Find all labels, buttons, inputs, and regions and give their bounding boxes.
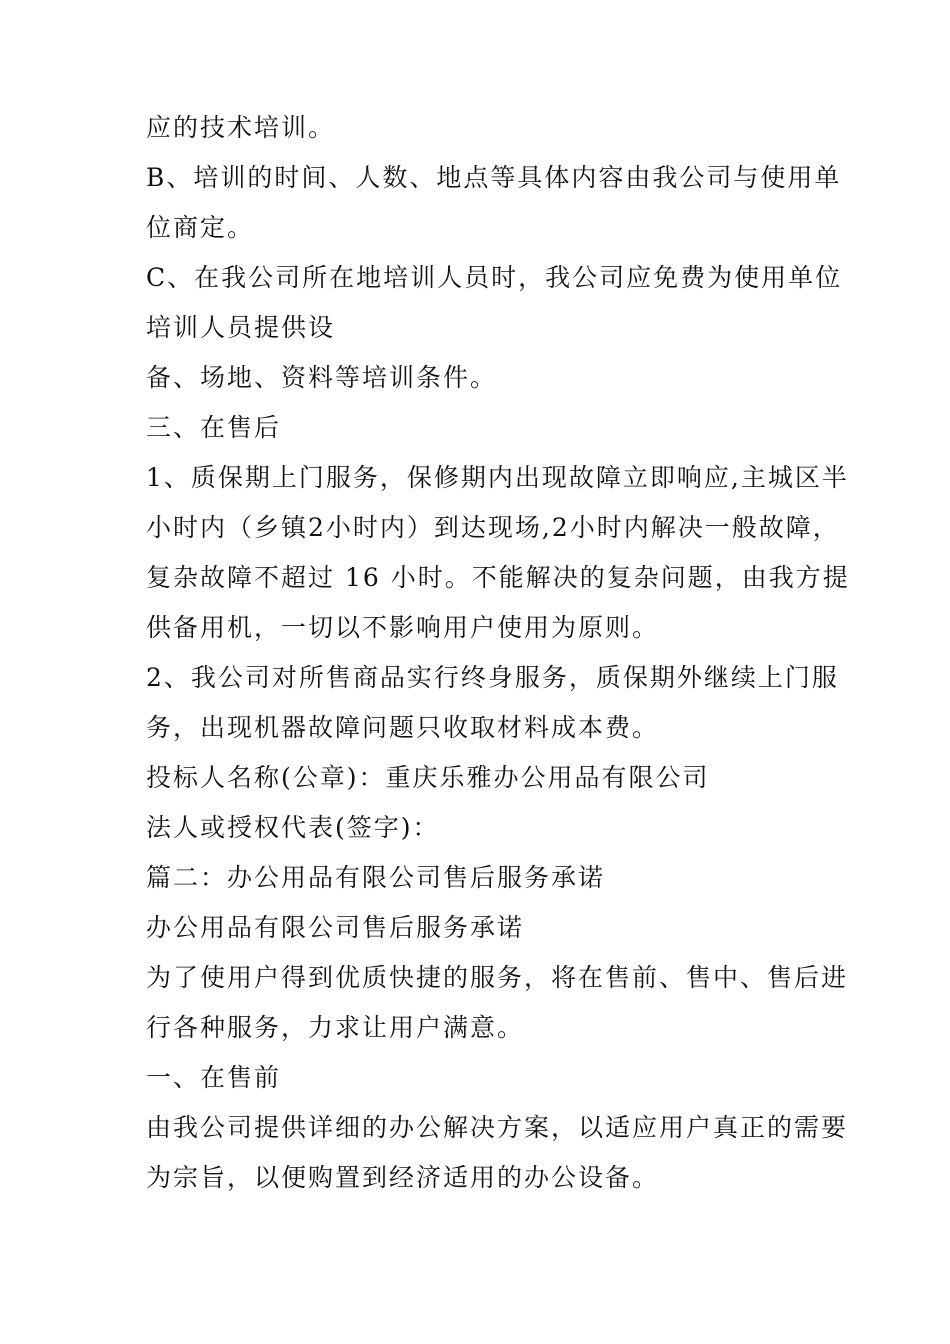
text-line: 1、质保期上门服务，保修期内出现故障立即响应,主城区半	[146, 463, 849, 492]
document-body	[146, 103, 850, 1203]
section-heading: 三、在售后	[146, 413, 282, 442]
text-line: 为了使用户得到优质快捷的服务，将在售前、售中、售后进	[146, 963, 849, 992]
chapter-heading: 篇二：办公用品有限公司售后服务承诺	[146, 863, 606, 892]
document-title: 办公用品有限公司售后服务承诺	[146, 913, 525, 942]
text-line: 行各种服务，力求让用户满意。	[146, 1013, 525, 1042]
text-line: 应的技术培训。	[146, 113, 336, 142]
text-line: 培训人员提供设	[146, 313, 336, 342]
text-line: 为宗旨，以便购置到经济适用的办公设备。	[146, 1163, 660, 1192]
text-line: 备、场地、资料等培训条件。	[146, 363, 498, 392]
text-line: 位商定。	[146, 213, 255, 242]
text-line: 务，出现机器故障问题只收取材料成本费。	[146, 713, 660, 742]
text-line: 由我公司提供详细的办公解决方案，以适应用户真正的需要	[146, 1113, 849, 1142]
text-line: 2、我公司对所售商品实行终身服务，质保期外继续上门服	[146, 663, 839, 692]
signature-line: 法人或授权代表(签字)：	[146, 813, 440, 842]
section-heading: 一、在售前	[146, 1063, 282, 1092]
text-line: 供备用机，一切以不影响用户使用为原则。	[146, 613, 660, 642]
text-line: B、培训的时间、人数、地点等具体内容由我公司与使用单	[146, 163, 842, 192]
text-line: C、在我公司所在地培训人员时，我公司应免费为使用单位	[146, 263, 843, 292]
bidder-name-line: 投标人名称(公章)：重庆乐雅办公用品有限公司	[146, 763, 710, 792]
text-line: 小时内（乡镇2小时内）到达现场,2小时内解决一般故障，	[146, 513, 840, 542]
text-line: 复杂故障不超过 16 小时。不能解决的复杂问题，由我方提	[146, 563, 850, 592]
